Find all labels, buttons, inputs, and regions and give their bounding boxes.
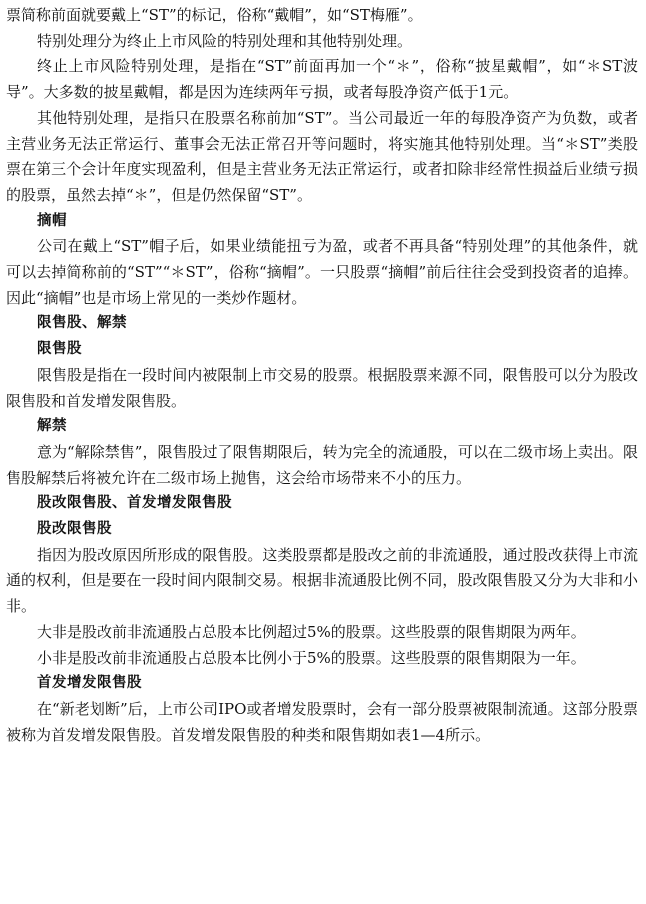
paragraph-reform-restricted: 指因为股改原因所形成的限售股。这类股票都是股改之前的非流通股，通过股改获得上市流通的权利，但是要在一段时间内限制交易。根据非流通股比例不同，股改限售股又分为大非和小非。: [6, 545, 638, 616]
heading-reform-and-ipo-restricted: 股改限售股、首发增发限售股: [37, 495, 232, 512]
heading-zhai-mao: 摘帽: [37, 212, 67, 229]
heading-ipo-restricted: 首发增发限售股: [37, 675, 142, 692]
paragraph-da-fei: 大非是股改前非流通股占总股本比例超过5%的股票。这些股票的限售期限为两年。: [37, 622, 586, 641]
paragraph-xiao-fei: 小非是股改前非流通股占总股本比例小于5%的股票。这些股票的限售期限为一年。: [37, 648, 586, 667]
paragraph-zhai-mao: 公司在戴上“ST”帽子后，如果业绩能扭亏为盈，或者不再具备“特别处理”的其他条件，就可以去掉简称前的“ST”“＊ST”，俗称“摘帽”。一只股票“摘帽”前后往往会受到投资者的追捧。因此“摘帽”也是市场上常见的一类炒作题材。: [6, 237, 638, 307]
paragraph-special-treatment-types: 特别处理分为终止上市风险的特别处理和其他特别处理。: [37, 31, 413, 50]
paragraph-ipo-restricted: 在“新老划断”后，上市公司IPO或者增发股票时，会有一部分股票被限制流通。这部分股票被称为首发增发限售股。首发增发限售股的种类和限售期如表1—4所示。: [6, 699, 638, 744]
paragraph-other-special-treatment: 其他特别处理，是指只在股票名称前加“ST”。当公司最近一年的每股净资产为负数，或者主营业务无法正常运行、董事会无法正常召开等问题时，将实施其他特别处理。当“＊ST”类股票在第三个会计年度实现盈利，但是主营业务无法正常运行，或者扣除非经常性损益后业绩亏损的股票，虽然去掉“＊”，但是仍然保留“ST”。: [6, 108, 638, 204]
paragraph-unlock: 意为“解除禁售”，限售股过了限售期限后，转为完全的流通股，可以在二级市场上卖出。限售股解禁后将被允许在二级市场上抛售，这会给市场带来不小的压力。: [6, 442, 638, 487]
heading-restricted-shares: 限售股: [37, 341, 82, 358]
paragraph-dai-mao: 票简称前面就要戴上“ST”的标记，俗称“戴帽”，如“ST梅雁”。: [6, 6, 423, 24]
heading-reform-restricted: 股改限售股: [37, 521, 112, 538]
heading-restricted-shares-unlock: 限售股、解禁: [37, 315, 127, 332]
heading-unlock: 解禁: [37, 418, 67, 435]
paragraph-delisting-risk: 终止上市风险特别处理，是指在“ST”前面再加一个“＊”，俗称“披星戴帽”，如“＊ST波导”。大多数的披星戴帽，都是因为连续两年亏损，或者每股净资产低于1元。: [6, 57, 638, 102]
paragraph-restricted-shares: 限售股是指在一段时间内被限制上市交易的股票。根据股票来源不同，限售股可以分为股改限售股和首发增发限售股。: [6, 365, 638, 410]
